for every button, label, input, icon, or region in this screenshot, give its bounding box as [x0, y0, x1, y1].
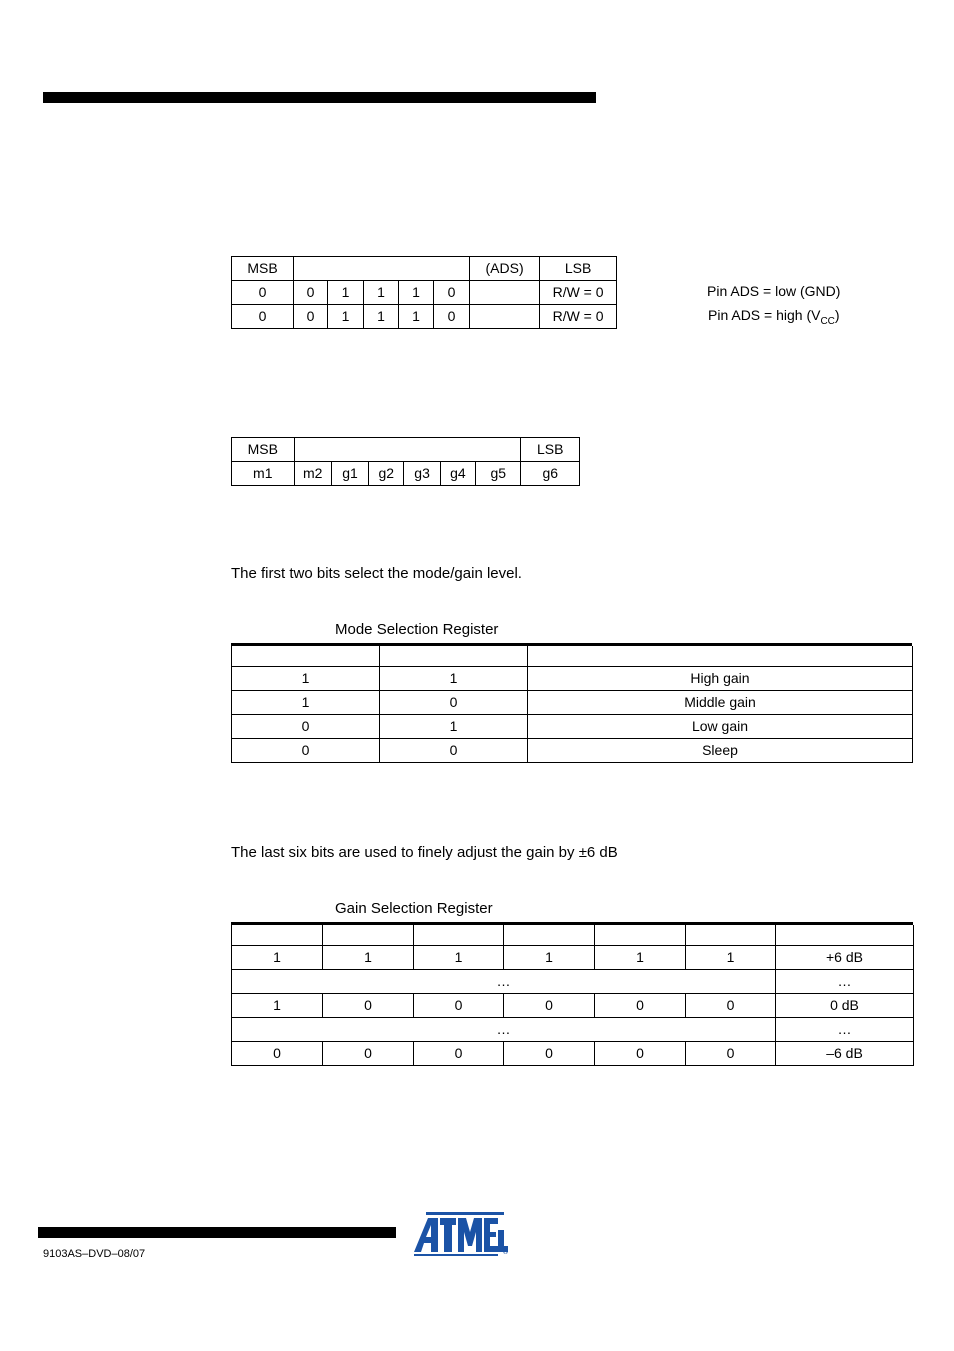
ads-cell [470, 305, 540, 329]
atmel-logo-icon [412, 1210, 508, 1258]
ads-label: (ADS) [470, 257, 540, 281]
mode-cell: Middle gain [528, 691, 913, 715]
gain-header-row [232, 925, 914, 946]
ellipsis-cell: … [232, 1018, 776, 1042]
gain-value-cell: –6 dB [776, 1042, 914, 1066]
bit-cell: g6 [521, 462, 580, 486]
g2-cell: 1 [323, 946, 414, 970]
bit-cell: 0 [294, 305, 328, 329]
bit-cell: 1 [364, 281, 399, 305]
ads-high-text: Pin ADS = high (V [708, 307, 821, 323]
g5-cell: 1 [595, 946, 686, 970]
bit-cell: 1 [328, 281, 364, 305]
ellipsis-cell: … [232, 970, 776, 994]
footer-rule [38, 1227, 396, 1238]
rw-cell: R/W = 0 [540, 305, 617, 329]
g5-cell: 0 [595, 994, 686, 1018]
bit-cell: m2 [294, 462, 331, 486]
bit-cell: 1 [328, 305, 364, 329]
g4-cell: 1 [504, 946, 595, 970]
bit-cell: 1 [399, 305, 434, 329]
data-blank-header [294, 438, 521, 462]
bit-cell: 1 [399, 281, 434, 305]
data-header-row [232, 438, 580, 462]
mode-cell: High gain [528, 667, 913, 691]
registered-mark: ® [502, 1248, 509, 1256]
bit-cell: 0 [232, 281, 294, 305]
data-row [232, 462, 580, 486]
gain-row [232, 946, 914, 970]
mode-selection-table [231, 646, 913, 763]
g4-cell: 0 [504, 994, 595, 1018]
mode-row [232, 667, 913, 691]
document-code: 9103AS–DVD–08/07 [43, 1248, 146, 1260]
gain-value-cell: … [776, 1018, 914, 1042]
bit-cell: 0 [434, 281, 470, 305]
g6-cell: 0 [686, 1042, 776, 1066]
mode-cell: Sleep [528, 739, 913, 763]
ads-low-note: Pin ADS = low (GND) [707, 283, 841, 299]
address-row [232, 281, 617, 305]
g3-cell: 0 [414, 994, 504, 1018]
g1-cell: 1 [232, 994, 323, 1018]
gain-ellipsis-row [232, 970, 914, 994]
gain-value-cell: 0 dB [776, 994, 914, 1018]
ads-high-close: ) [834, 307, 840, 323]
bit-cell: m1 [232, 462, 295, 486]
rw-cell: R/W = 0 [540, 281, 617, 305]
mode-row [232, 691, 913, 715]
address-table [231, 256, 617, 329]
msb-label: MSB [232, 257, 294, 281]
bit-cell: g4 [440, 462, 475, 486]
m2-cell: 0 [380, 739, 528, 763]
m1-cell: 1 [232, 667, 380, 691]
m1-cell: 0 [232, 715, 380, 739]
mode-row [232, 715, 913, 739]
bit-cell: 1 [364, 305, 399, 329]
g2-cell: 0 [323, 994, 414, 1018]
g3-cell: 0 [414, 1042, 504, 1066]
gain-ellipsis-row [232, 1018, 914, 1042]
ads-cell [470, 281, 540, 305]
bit-cell: g1 [331, 462, 368, 486]
address-blank-header [294, 257, 470, 281]
m2-cell: 1 [380, 667, 528, 691]
mode-row [232, 739, 913, 763]
m1-cell: 1 [232, 691, 380, 715]
address-header-row [232, 257, 617, 281]
g1-cell: 1 [232, 946, 323, 970]
g2-cell: 0 [323, 1042, 414, 1066]
gain-selection-table [231, 925, 914, 1066]
header-rule [43, 92, 596, 103]
g3-cell: 1 [414, 946, 504, 970]
gain-value-cell: … [776, 970, 914, 994]
g1-cell: 0 [232, 1042, 323, 1066]
mode-cell: Low gain [528, 715, 913, 739]
bit-cell: 0 [232, 305, 294, 329]
m1-cell: 0 [232, 739, 380, 763]
mode-intro: The first two bits select the mode/gain level. [231, 565, 522, 582]
msb-label: MSB [232, 438, 295, 462]
ads-high-note [708, 307, 840, 327]
gain-row [232, 994, 914, 1018]
g6-cell: 1 [686, 946, 776, 970]
address-row [232, 305, 617, 329]
bit-cell: 0 [294, 281, 328, 305]
gain-row [232, 1042, 914, 1066]
lsb-label: LSB [540, 257, 617, 281]
bit-cell: g2 [369, 462, 404, 486]
gain-table-caption: Gain Selection Register [335, 900, 493, 917]
g5-cell: 0 [595, 1042, 686, 1066]
g4-cell: 0 [504, 1042, 595, 1066]
bit-cell: g3 [404, 462, 440, 486]
data-byte-table [231, 437, 580, 486]
gain-intro: The last six bits are used to finely adjust the gain by ±6 dB [231, 844, 618, 861]
mode-header-row [232, 646, 913, 667]
gain-value-cell: +6 dB [776, 946, 914, 970]
mode-table-caption: Mode Selection Register [335, 621, 499, 638]
m2-cell: 0 [380, 691, 528, 715]
vcc-subscript: CC [820, 315, 835, 327]
lsb-label: LSB [521, 438, 580, 462]
g6-cell: 0 [686, 994, 776, 1018]
m2-cell: 1 [380, 715, 528, 739]
bit-cell: g5 [476, 462, 521, 486]
bit-cell: 0 [434, 305, 470, 329]
